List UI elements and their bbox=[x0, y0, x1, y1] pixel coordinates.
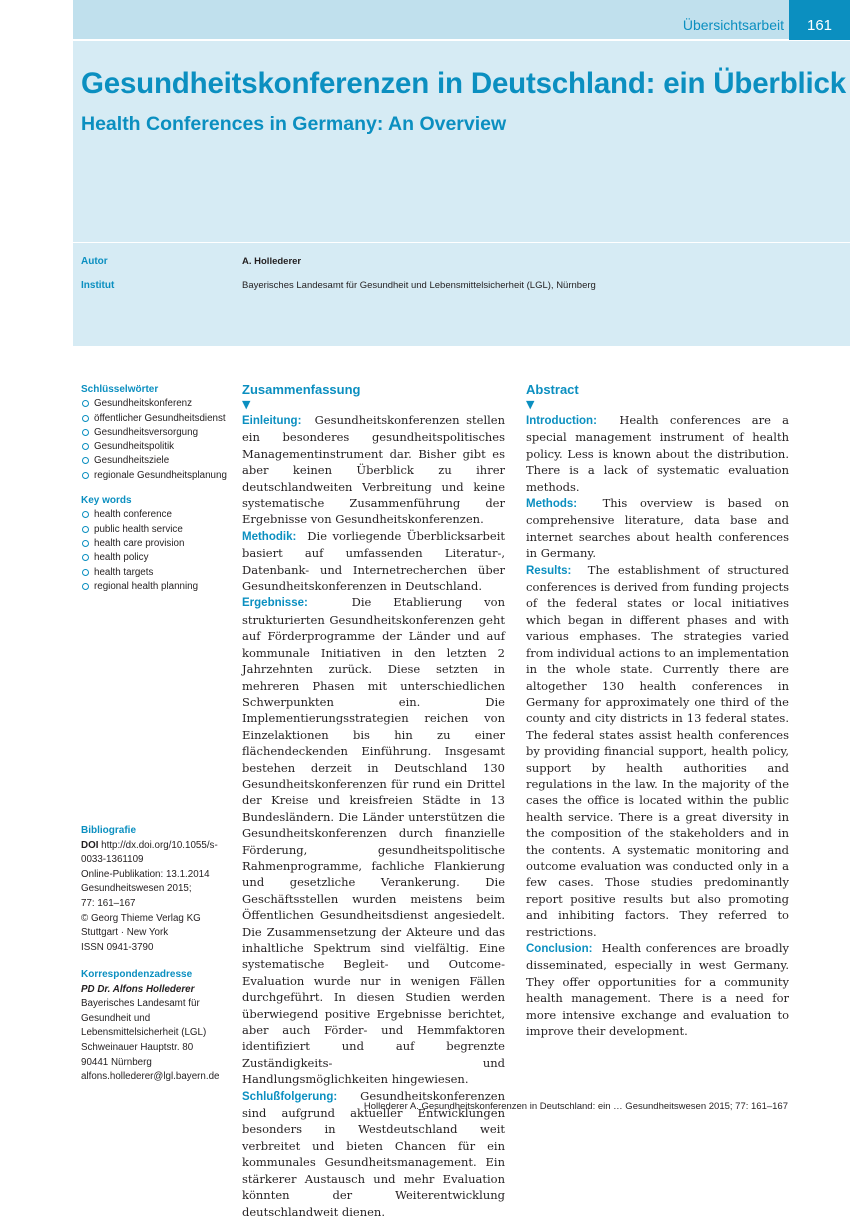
abstract-section bbox=[526, 562, 789, 940]
abstract-section bbox=[242, 528, 505, 595]
keyword-item bbox=[81, 469, 231, 483]
section-text: This overview is based on comprehensive literature, data base and internet searches about health conferences in Germany. bbox=[526, 496, 789, 561]
footer-citation: Hollederer A. Gesundheitskonferenzen in Deutschland: ein … Gesundheitswesen 2015; 77: 161–167 bbox=[363, 1101, 788, 1112]
header-band bbox=[73, 0, 850, 346]
circle-bullet-icon bbox=[82, 511, 89, 518]
institute-label: Institut bbox=[81, 280, 115, 291]
page-number: 161 bbox=[789, 0, 850, 40]
keyword-text: health conference bbox=[94, 509, 172, 521]
circle-bullet-icon bbox=[82, 472, 89, 479]
institute-value: Bayerisches Landesamt für Gesundheit und Lebensmittelsicherheit (LGL), Nürnberg bbox=[242, 280, 596, 291]
section-text: Gesundheitskonferenzen stellen ein besonderes gesundheitspolitisches Managementinstrument dar. Bisher gibt es aber keinen Überblick zu ihrer deutschlandweiten Verbreitung und keine systematische Zusammenführung der Ergebnisse von Gesundheitskonferenzen. bbox=[242, 413, 506, 527]
correspondence-name: PD Dr. Alfons Hollederer bbox=[81, 983, 195, 995]
keyword-item bbox=[81, 537, 231, 551]
article-title-german: Gesundheitskonferenzen in Deutschland: ein Überblick bbox=[81, 67, 846, 100]
section-text: Gesundheitskonferenzen sind aufgrund aktueller Entwicklungen besonders in Westdeutschland weit verbreitet und bieten Chancen für ein kommunales Gesundheitsmanagement. Ein stärkerer Austausch und mehr Evaluation könnten der Weiterentwicklung deutschlandweit dienen. bbox=[242, 1088, 505, 1219]
keyword-item bbox=[81, 566, 231, 580]
section-label: Conclusion: bbox=[526, 943, 593, 955]
triangle-down-icon: ▼ bbox=[526, 398, 535, 411]
abstract-section bbox=[526, 495, 789, 562]
circle-bullet-icon bbox=[82, 400, 89, 407]
keywords-sidebar bbox=[81, 383, 231, 594]
bibliography-heading: Bibliografie bbox=[81, 825, 137, 836]
section-text: Die vorliegende Überblicksarbeit basiert auf umfassenden Literatur-, Datenbank- und Internetrecherchen über Gesundheitskonferenzen in Deutschland. bbox=[242, 528, 506, 594]
keyword-text: health care provision bbox=[94, 537, 185, 549]
abstract-section bbox=[242, 412, 505, 528]
keyword-text: öffentlicher Gesundheitsdienst bbox=[94, 412, 226, 424]
summary-german-column bbox=[242, 381, 505, 1220]
correspondence-email[interactable]: alfons.hollederer@lgl.bayern.de bbox=[81, 1071, 220, 1083]
online-publication: Online-Publikation: 13.1.2014 bbox=[81, 868, 210, 880]
correspondence-street: Schweinauer Hauptstr. 80 bbox=[81, 1041, 194, 1053]
section-label: Methods: bbox=[526, 498, 578, 511]
section-label: Übersichtsarbeit bbox=[682, 17, 784, 33]
doi-line bbox=[81, 839, 231, 868]
circle-bullet-icon bbox=[82, 540, 89, 547]
author-label: Autor bbox=[81, 256, 108, 267]
section-label: Ergebnisse: bbox=[242, 597, 308, 610]
abstract-english-heading: Abstract bbox=[526, 382, 579, 397]
summary-german-heading: Zusammenfassung bbox=[242, 382, 361, 397]
correspondence-organisation: Bayerisches Landesamt für Gesundheit und Lebensmittelsicherheit (LGL) bbox=[81, 998, 207, 1039]
abstract-section bbox=[526, 412, 789, 495]
journal-volume: 77: 161–167 bbox=[81, 897, 136, 909]
section-text: Health conferences are broadly disseminated, especially in west Germany. They offer opportunities for a community health management. There is a need for more intensive exchange and evaluation to improve their development. bbox=[526, 941, 789, 1039]
section-text: Die Etablierung von strukturierten Gesundheitskonferenzen geht auf Förderprogramme der Länder und auf kommunale Initiativen in den letzten 2 Jahrzehnten zurück. Diese setzten in mehreren Phasen mit unterschiedlichen Schwerpunkten ein. Die Implementierungsstrategien reichen von Einzelaktionen bis hin zu einer flächendeckenden Einführung. Insgesamt bestehen derzeit in Deutschland 130 Gesundheitskonferenzen für rund ein Drittel der Kreise und kreisfreien Städte in 13 Bundesländern. Die Länder unterstützen die Gesundheitskonferenzen durch finanzielle Förderung, gesundheitspolitische Rahmenprogramme, fachliche Flankierung und gesetzliche Verankerung. Die Geschäftsstellen wurden meistens beim Öffentlichen Gesundheitsdienst angesiedelt. Die Zusammensetzung der Akteure und das inhaltliche Spektrum sind vielfältig. Eine systematische Begleit- und Outcome-Evaluation wurde nur in wenigen Fällen durchgeführt. In diesen Studien werden überwiegend positive Ergebnisse berichtet, aber auch Förder- und Hemmfaktoren identifiziert und auf begrenzte Zuständigkeits- und Handlungsmöglichkeiten hingewiesen. bbox=[242, 595, 505, 1087]
keyword-item bbox=[81, 454, 231, 468]
keyword-item bbox=[81, 551, 231, 565]
circle-bullet-icon bbox=[82, 569, 89, 576]
keywords-english-heading: Key words bbox=[81, 495, 132, 507]
article-title-english: Health Conferences in Germany: An Overview bbox=[81, 113, 507, 135]
triangle-down-icon: ▼ bbox=[242, 398, 251, 411]
copyright: © Georg Thieme Verlag KG bbox=[81, 912, 201, 924]
section-label: Introduction: bbox=[526, 415, 597, 427]
keyword-text: Gesundheitsziele bbox=[94, 455, 170, 467]
keyword-text: regional health planning bbox=[94, 580, 199, 592]
header-divider bbox=[73, 39, 850, 41]
keyword-item bbox=[81, 440, 231, 454]
section-label: Einleitung: bbox=[242, 415, 302, 427]
section-text: The establishment of structured conferences is derived from funding projects of the federal states or local initiatives which began in different phases and with various emphases. The strategies varied from individual actions to an implementation in the whole state. Currently there are altogether 130 health conferences in Germany for approximately one third of the county and city districts in 13 federal states. The federal states assist health conferences by providing financial support, health policy, support by health authorities and regulations in the law. In the majority of the cases the office is located within the public health service. There is a great diversity in the composition of the stakeholders and in the contents. A systematic monitoring and outcome evaluation was conducted only in a few cases. Those studies predominantly report positive results but also promoting and inhibiting factors. They referred to restrictions. bbox=[526, 562, 789, 939]
keyword-text: Gesundheitsversorgung bbox=[94, 426, 199, 438]
keyword-text: public health service bbox=[94, 523, 183, 535]
circle-bullet-icon bbox=[82, 415, 89, 422]
keyword-item bbox=[81, 412, 231, 426]
keywords-english-list bbox=[81, 508, 231, 594]
abstract-section bbox=[242, 594, 505, 1087]
circle-bullet-icon bbox=[82, 457, 89, 464]
circle-bullet-icon bbox=[82, 443, 89, 450]
bibliography-block bbox=[81, 824, 231, 955]
keyword-item bbox=[81, 508, 231, 522]
keyword-item bbox=[81, 523, 231, 537]
abstract-section bbox=[526, 940, 789, 1039]
correspondence-city: 90441 Nürnberg bbox=[81, 1056, 152, 1068]
section-label: Results: bbox=[526, 564, 572, 577]
circle-bullet-icon bbox=[82, 583, 89, 590]
keyword-text: Gesundheitskonferenz bbox=[94, 398, 193, 410]
keyword-item bbox=[81, 426, 231, 440]
keywords-german-list bbox=[81, 397, 231, 483]
section-label: Schlußfolgerung: bbox=[242, 1090, 338, 1103]
keyword-text: regionale Gesundheitsplanung bbox=[94, 469, 227, 481]
issn: ISSN 0941-3790 bbox=[81, 941, 154, 953]
summary-german-body bbox=[242, 412, 505, 1220]
circle-bullet-icon bbox=[82, 526, 89, 533]
publisher-location: Stuttgart · New York bbox=[81, 927, 169, 939]
correspondence-block bbox=[81, 968, 231, 1085]
circle-bullet-icon bbox=[82, 554, 89, 561]
abstract-english-body bbox=[526, 412, 789, 1039]
keyword-text: health targets bbox=[94, 566, 154, 578]
journal-name: Gesundheitswesen 2015; bbox=[81, 883, 192, 895]
header-divider bbox=[73, 242, 850, 243]
keywords-german-heading: Schlüsselwörter bbox=[81, 384, 159, 395]
doi-label: DOI bbox=[81, 839, 99, 851]
abstract-english-column bbox=[526, 381, 789, 1039]
doi-link[interactable]: http://dx.doi.org/10.1055/s-0033-1361109 bbox=[81, 839, 218, 866]
author-value: A. Hollederer bbox=[242, 256, 302, 267]
keyword-item bbox=[81, 397, 231, 411]
section-label: Methodik: bbox=[242, 530, 297, 543]
correspondence-heading: Korrespondenzadresse bbox=[81, 969, 193, 980]
section-text: Health conferences are a special management instrument of health policy. Less is known about the distribution. There is a lack of systematic evaluation methods. bbox=[526, 413, 790, 494]
keyword-item bbox=[81, 580, 231, 594]
keyword-text: Gesundheitspolitik bbox=[94, 441, 175, 453]
circle-bullet-icon bbox=[82, 429, 89, 436]
keyword-text: health policy bbox=[94, 552, 149, 564]
